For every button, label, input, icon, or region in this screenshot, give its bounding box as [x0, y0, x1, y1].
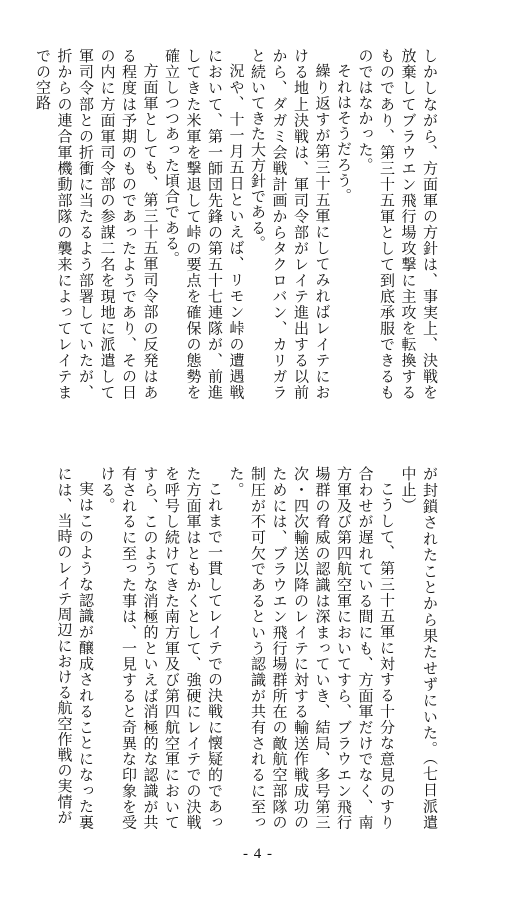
- paragraph: が封鎖されたことから果たせずにいた。（七日派遣中止）: [399, 466, 439, 830]
- text-column-top: [34, 48, 440, 400]
- paragraph: 方面軍としても、第三十五軍司令部の反発はある程度は予期のものであったようであり、その日の内に方面軍司令部の参謀二名を現地に派遣して軍司令部との折衝に当たるよう部署していたが、折からの連合軍機動部隊の襲来によってレイテまでの空路: [34, 48, 160, 400]
- text-column-bottom: [55, 466, 440, 830]
- page-number: - 4 -: [243, 846, 273, 862]
- paragraph: 況や、十一月五日といえば、リモン峠の遭遇戦において、第一師団先鋒の第五十七連隊が、前進してきた米軍を撃退して峠の要点を確保の態勢を確立しつつあった頃合である。: [163, 48, 246, 400]
- paragraph: しかしながら、方面軍の方針は、事実上、決戦を放棄してブラウエン飛行場攻撃に主攻を転換するものであり、第三十五軍として到底承服できるものではなかった。: [356, 48, 439, 400]
- paragraph: 繰り返すが第三十五軍にしてみればレイテにおける地上決戦は、軍司令部がレイテ進出する以前から、ダガミ会戦計画からタクロバン、カリガラと続いてきた大方針である。: [249, 48, 332, 400]
- paragraph: 実はこのような認識が醸成されることになった裏には、当時のレイテ周辺における航空作戦の実情が: [55, 466, 95, 830]
- paragraph: それはそうだろう。: [335, 63, 353, 204]
- paragraph: これまで一貫してレイテでの決戦に懐疑的であった方面軍はともかくとして、強硬にレイテでの決戦を呼号し続けてきた南方軍及び第四航空軍においてすら、このような消極的といえば消極的な認識が共有されるに至った事は、一見すると奇異な印象を受ける。: [98, 466, 224, 830]
- paragraph: こうして、第三十五軍に対する十分な意見のすり合わせが遅れている間にも、方面軍だけでなく、南方軍及び第四航空軍においてすら、ブラウエン飛行場群の脅威の認識は深まっていき、結局、多号第三次・四次輸送以降のレイテに対する輸送作戦成功のためには、ブラウエン飛行場群所在の敵航空部隊の制圧が不可欠であるという認識が共有されるに至った。: [227, 466, 396, 830]
